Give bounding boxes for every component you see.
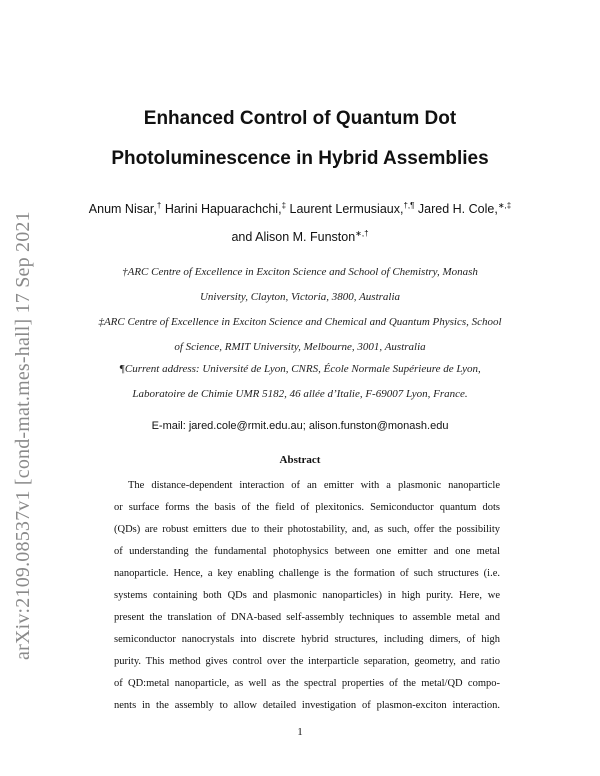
author-affiliation-mark: ‡ <box>281 201 287 210</box>
abstract-line: of QD:metal nanoparticle, as well as the spectral properties of the metal/QD compo- <box>114 678 500 689</box>
paper-title-line-2: Photoluminescence in Hybrid Assemblies <box>111 148 489 169</box>
abstract-line: nents in the assembly to allow detailed investigation of plasmon-exciton interaction. <box>114 700 500 711</box>
abstract-line: purity. This method gives control over the interparticle separation, geometry, and ratio <box>114 656 500 667</box>
affiliation-2-line-2: of Science, RMIT University, Melbourne, 3001, Australia <box>174 341 426 353</box>
abstract-line: The distance-dependent interaction of an emitter with a plasmonic nanoparticle <box>128 480 500 491</box>
author-name: Anum Nisar, <box>88 202 157 216</box>
author-affiliation-mark: ∗,‡ <box>497 201 512 210</box>
author-name: Laurent Lermusiaux, <box>289 202 404 216</box>
abstract-line: nanoparticle. Hence, a key enabling challenge is the formation of such structures (i.e. <box>114 568 500 579</box>
abstract-line: systems containing both QDs and plasmonic nanoparticles) in high purity. Here, we <box>114 590 500 601</box>
affiliation-3-line-1: ¶Current address: Université de Lyon, CNRS, École Normale Supérieure de Lyon, <box>119 363 481 375</box>
contact-email: E-mail: jared.cole@rmit.edu.au; alison.funston@monash.edu <box>151 420 449 432</box>
author-name: Harini Hapuarachchi, <box>164 202 282 216</box>
arxiv-identifier-stamp: arXiv:2109.08537v1 [cond-mat.mes-hall] 17 Sep 2021 <box>12 211 34 660</box>
author-affiliation-mark: †,¶ <box>403 201 415 210</box>
author-affiliation-mark: ∗,† <box>355 229 369 238</box>
author-name: Jared H. Cole, <box>417 202 498 216</box>
abstract-line: semiconductor nanocrystals into discrete hybrid structures, including dimers, of high <box>114 634 500 645</box>
author-list <box>60 202 540 216</box>
affiliation-1-line-2: University, Clayton, Victoria, 3800, Australia <box>199 291 401 303</box>
author-name: and Alison M. Funston <box>231 230 356 244</box>
abstract-line: present the translation of DNA-based self-assembly techniques to assemble metal and <box>114 612 500 623</box>
abstract-heading: Abstract <box>279 454 321 466</box>
affiliation-3-line-2: Laboratoire de Chimie UMR 5182, 46 allée d’Italie, F-69007 Lyon, France. <box>132 388 468 400</box>
abstract-line: of understanding the fundamental photophysics between one emitter and one metal <box>114 546 500 557</box>
page-number: 1 <box>297 726 303 738</box>
author-affiliation-mark: † <box>156 201 162 210</box>
abstract-line: (QDs) are robust emitters due to their photostability, and, as such, offer the possibility <box>114 524 500 535</box>
affiliation-2-line-1: ‡ARC Centre of Excellence in Exciton Science and Chemical and Quantum Physics, School <box>98 316 502 328</box>
abstract-line: or surface forms the basis of the field of plexitonics. Semiconductor quantum dots <box>114 502 500 513</box>
paper-title-line-1: Enhanced Control of Quantum Dot <box>143 108 457 129</box>
affiliation-1-line-1: †ARC Centre of Excellence in Exciton Science and School of Chemistry, Monash <box>122 266 478 278</box>
author-list-continued <box>60 230 540 244</box>
